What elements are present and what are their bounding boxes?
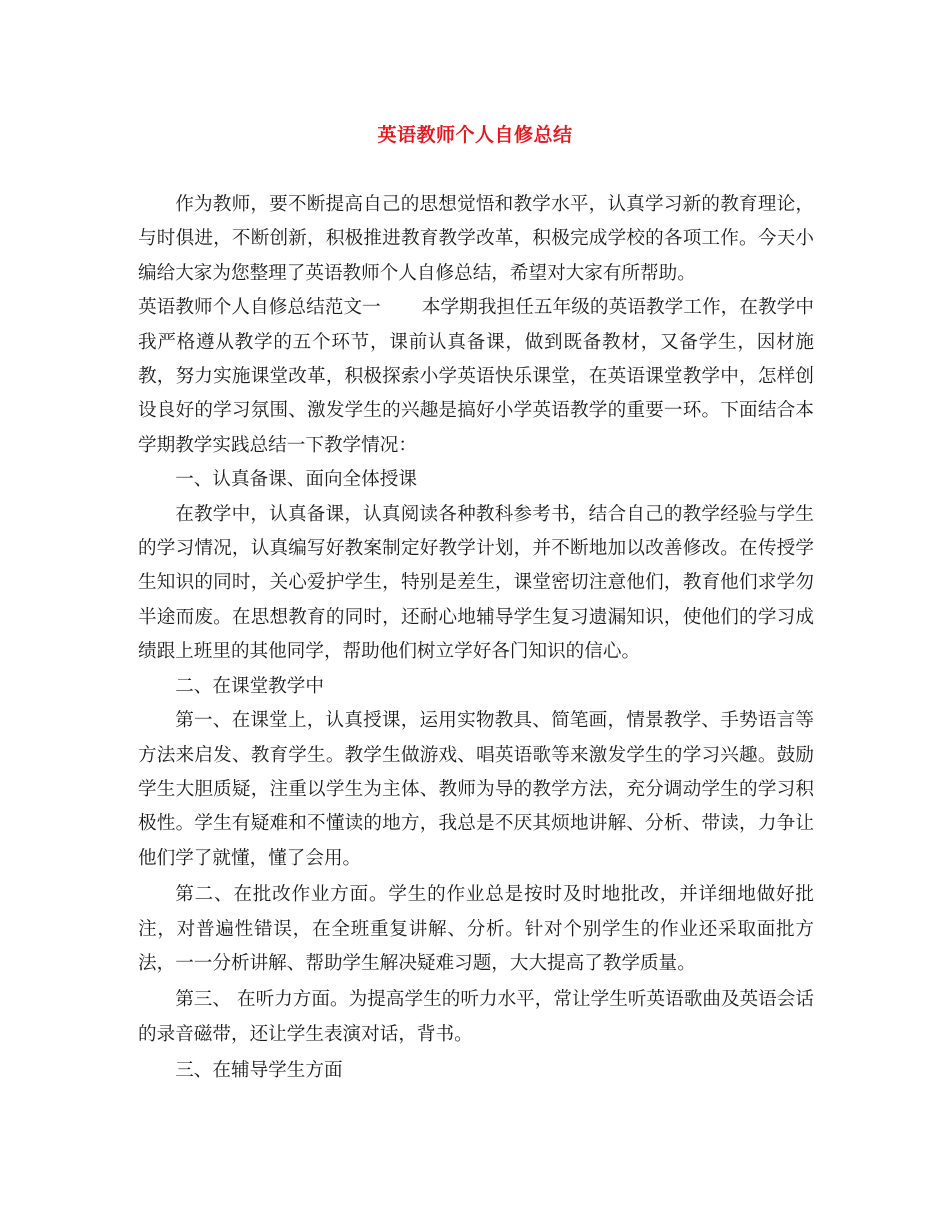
intro-paragraph: 作为教师，要不断提高自己的思想觉悟和教学水平，认真学习新的教育理论，与时俱进，不断创新，积极推进教育教学改革，积极完成学校的各项工作。今天小编给大家为您整理了英语教师个人自修总结，希望对大家有所帮助。 — [138, 194, 814, 284]
section2-point3: 第三、 在听力方面。为提高学生的听力水平，常让学生听英语歌曲及英语会话的录音磁带，还让学生表演对话，背书。 — [138, 989, 814, 1045]
section1-paragraph: 在教学中，认真备课，认真阅读各种教科参考书，结合自己的教学经验与学生的学习情况，认真编写好教案制定好教学计划，并不断地加以改善修改。在传授学生知识的同时，关心爱护学生，特别是差生，课堂密切注意他们，教育他们求学勿半途而废。在思想教育的同时，还耐心地辅导学生复习遗漏知识，使他们的学习成绩跟上班里的其他同学，帮助他们树立学好各门知识的信心。 — [138, 503, 814, 663]
document-title: 英语教师个人自修总结 — [377, 124, 573, 146]
section2-heading: 二、在课堂教学中 — [175, 675, 324, 697]
sample-text: 本学期我担任五年级的英语教学工作，在教学中我严格遵从教学的五个环节，课前认真备课，做到既备教材，又备学生，因材施教，努力实施课堂改革，积极探索小学英语快乐课堂，在英语课堂教学中，怎样创设良好的学习氛围、激发学生的兴趣是搞好小学英语教学的重要一环。下面结合本学期教学实践总结一下教学情况： — [138, 297, 814, 456]
section2-point1: 第一、在课堂上，认真授课，运用实物教具、简笔画，情景教学、手势语言等方法来启发、教育学生。教学生做游戏、唱英语歌等来激发学生的学习兴趣。鼓励学生大胆质疑，注重以学生为主体、教师为导的教学方法，充分调动学生的学习积极性。学生有疑难和不懂读的地方，我总是不厌其烦地讲解、分析、带读，力争让他们学了就懂，懂了会用。 — [138, 710, 814, 869]
document-body — [138, 188, 814, 1089]
section2-point2: 第二、在批改作业方面。学生的作业总是按时及时地批改，并详细地做好批注，对普遍性错误，在全班重复讲解、分析。针对个别学生的作业还采取面批方法，一一分析讲解、帮助学生解决疑难习题，大大提高了教学质量。 — [138, 884, 814, 974]
section3-heading: 三、在辅导学生方面 — [175, 1060, 343, 1082]
sample-paragraph — [138, 291, 814, 463]
sample-heading: 英语教师个人自修总结范文一 — [138, 297, 381, 319]
section1-heading: 一、认真备课、面向全体授课 — [175, 469, 417, 491]
